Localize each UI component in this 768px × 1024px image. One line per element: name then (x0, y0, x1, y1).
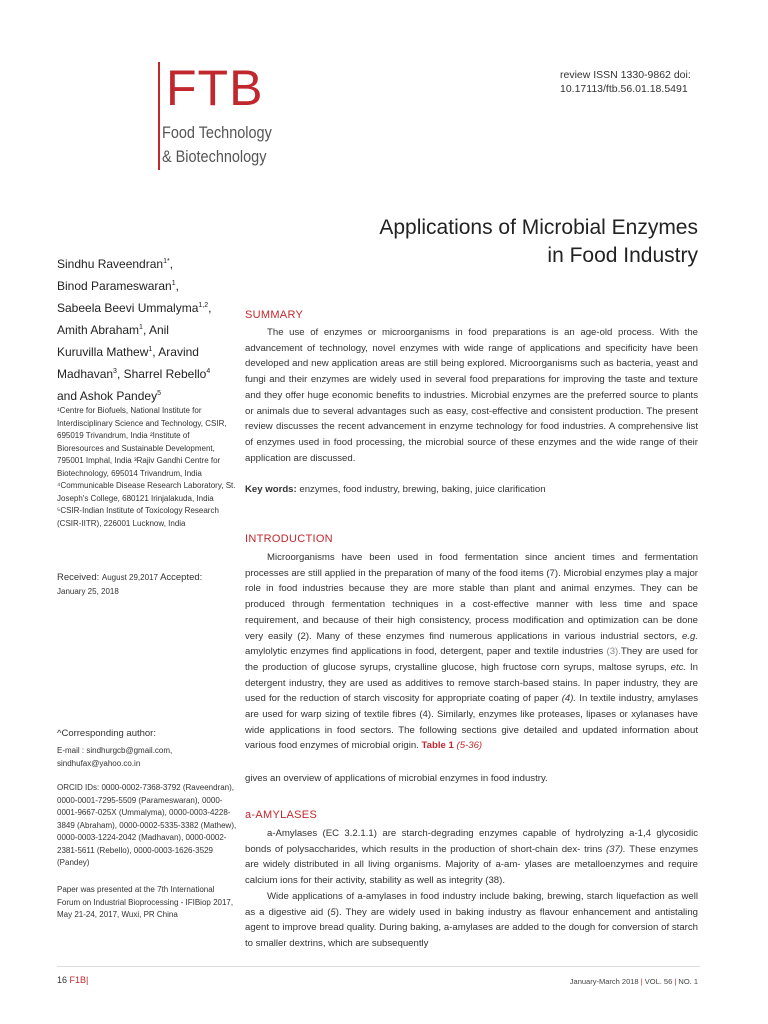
summary-heading: SUMMARY (245, 309, 304, 321)
corresponding-email: E-mail : sindhurgcb@gmail.com, sindhufax@yahoo.co.in (57, 746, 173, 768)
journal-name-line1: Food Technology (162, 123, 272, 142)
presentation-note: Paper was presented at the 7th International Forum on Industrial Bioprocessing - IFIBiop 2017, May 21-24, 2017, Wuxi, PR China (57, 885, 234, 919)
amylases-heading: a-AMYLASES (245, 809, 318, 821)
orcid-ids: ORCID IDs: 0000-0002-7368-3792 (Raveendran), 0000-0001-7295-5509 (Parameswaran), 0000-0001-9667-025X (Ummalyma), 0000-0003-4228-3849 (Abraham), 0000-0002-5335-3382 (Mathew), 0000-0003-1224-2042 (Madhavan), 0000-0002-2381-5611 (Rebello), 0000-0003-1626-3529 (Pandey) (57, 783, 237, 867)
affiliations: ¹Centre for Biofuels, National Institute for Interdisciplinary Science and Technology, CSIR, 695019 Trivandrum, India ²Institute of Bioresources and Sustainable Development, 795001 Imphal, India ³Rajiv Gandhi Centre for Biotechnology, 695014 Trivandrum, India ⁴Communicable Disease Research Laboratory, St. Joseph's College, 680121 Irinjalakuda, India ⁵CSIR-Indian Institute of Toxicology Research (CSIR-IITR), 226001 Lucknow, India (57, 406, 236, 528)
issn-doi: review ISSN 1330-9862 doi: 10.17113/ftb.56.01.18.5491 (560, 69, 691, 95)
footer-issue: January-March 2018 | VOL. 56 | NO. 1 (569, 977, 698, 986)
corresponding-author-label: ^Corresponding author: (57, 728, 156, 739)
footer-page: 16 F1B| (57, 975, 89, 985)
received-dates: Received: August 29,2017 Accepted: January 25, 2018 (57, 572, 203, 596)
logo-bar (158, 62, 160, 170)
table-1-link[interactable]: Table 1 (421, 740, 454, 752)
journal-name-line2: & Biotechnology (162, 147, 267, 166)
summary-text: The use of enzymes or microorganisms in food preparations is an age-old process. With the advancement of technology, novel enzymes with wide range of applications and specificity have been developed and new application areas are still being explored. Microorganisms such as bacteria, yeast and fungi and their enzymes are widely used in several food preparations for improving the taste and texture and they offer huge economic benefits to industries. Microbial enzymes are the preferred source to plants or animals due to several advantages such as easy, cost-effective and consistent production. The present review discusses the recent advancement in enzyme technology for food industries. A comprehensive list of enzymes used in food processing, the microbial source of these enzymes and the wide range of their application are discussed. (245, 327, 698, 464)
journal-logo: FTB (166, 60, 264, 116)
keywords: Key words: enzymes, food industry, brewing, baking, juice clarification (245, 484, 546, 495)
author-list: Sindhu Raveendran$^{1*}$, Binod Parameswaran$^1$, Sabeela Beevi Ummalyma$^{1,2}$, Amith Abraham$^1$, Anil Kuruvilla Mathew$^1$, Aravind Madhavan$^3$, Sharrel Rebello$^4$ and Ashok Pandey$^5$ (57, 257, 212, 403)
amylases-text: a-Amylases (EC 3.2.1.1) are starch-degrading enzymes capable of hydrolyzing a-1,4 glycosidic bonds of polysaccharides, which results in the production of short-chain dex- trins (37). These enzymes are widely distributed in all living organisms. Majority of a-am- ylases are metalloenzymes and require calcium ions for their activity, stability as well as integrity (38). Wide applications of a-amylases in food industry include baking, brewing, starch liquefaction as well as a digestive aid (5). They are widely used in baking industry as flavour enhancement and antistaling agent to improve bread quality. During baking, a-amylases are added to the dough for conversion of starch to smaller dextrins, which are subsequently (245, 828, 699, 949)
article-title: Applications of Microbial Enzymes in Food Industry (379, 216, 698, 267)
introduction-text: Microorganisms have been used in food fermentation since ancient times and fermentation processes are still applied in the preparation of many of the food items (7). Microbial enzymes play a major role in food industries because they are more stable than plant and animal enzymes. They can be produced through fermentation techniques in a cost-effective manner with less time and space requirement, and because of their high consistency, process modification and optimization can be done very easily (2). Many of these enzymes find numerous applications in various industrial sectors, e.g. amylolytic enzymes find applications in food, detergent, paper and textile industries (3).They are used for the production of glucose syrups, crystalline glucose, high fructose corn syrups, maltose syrups, etc. In detergent industry, they are used as additives to remove starch-based stains. In paper industry, they are used for the reduction of starch viscosity for appropriate coating of paper (4). In textile industry, amylases are used for warp sizing of textile fibres (4). Similarly, enzymes like proteases, lipases or xylanases have wide applications in food sectors. The following sections give detailed and updated information about various food enzymes of microbial origin. Table 1 (5-36) (245, 552, 699, 752)
introduction-heading: INTRODUCTION (245, 533, 333, 545)
introduction-continuation: gives an overview of applications of microbial enzymes in food industry. (245, 773, 548, 784)
footer-divider (57, 966, 700, 967)
